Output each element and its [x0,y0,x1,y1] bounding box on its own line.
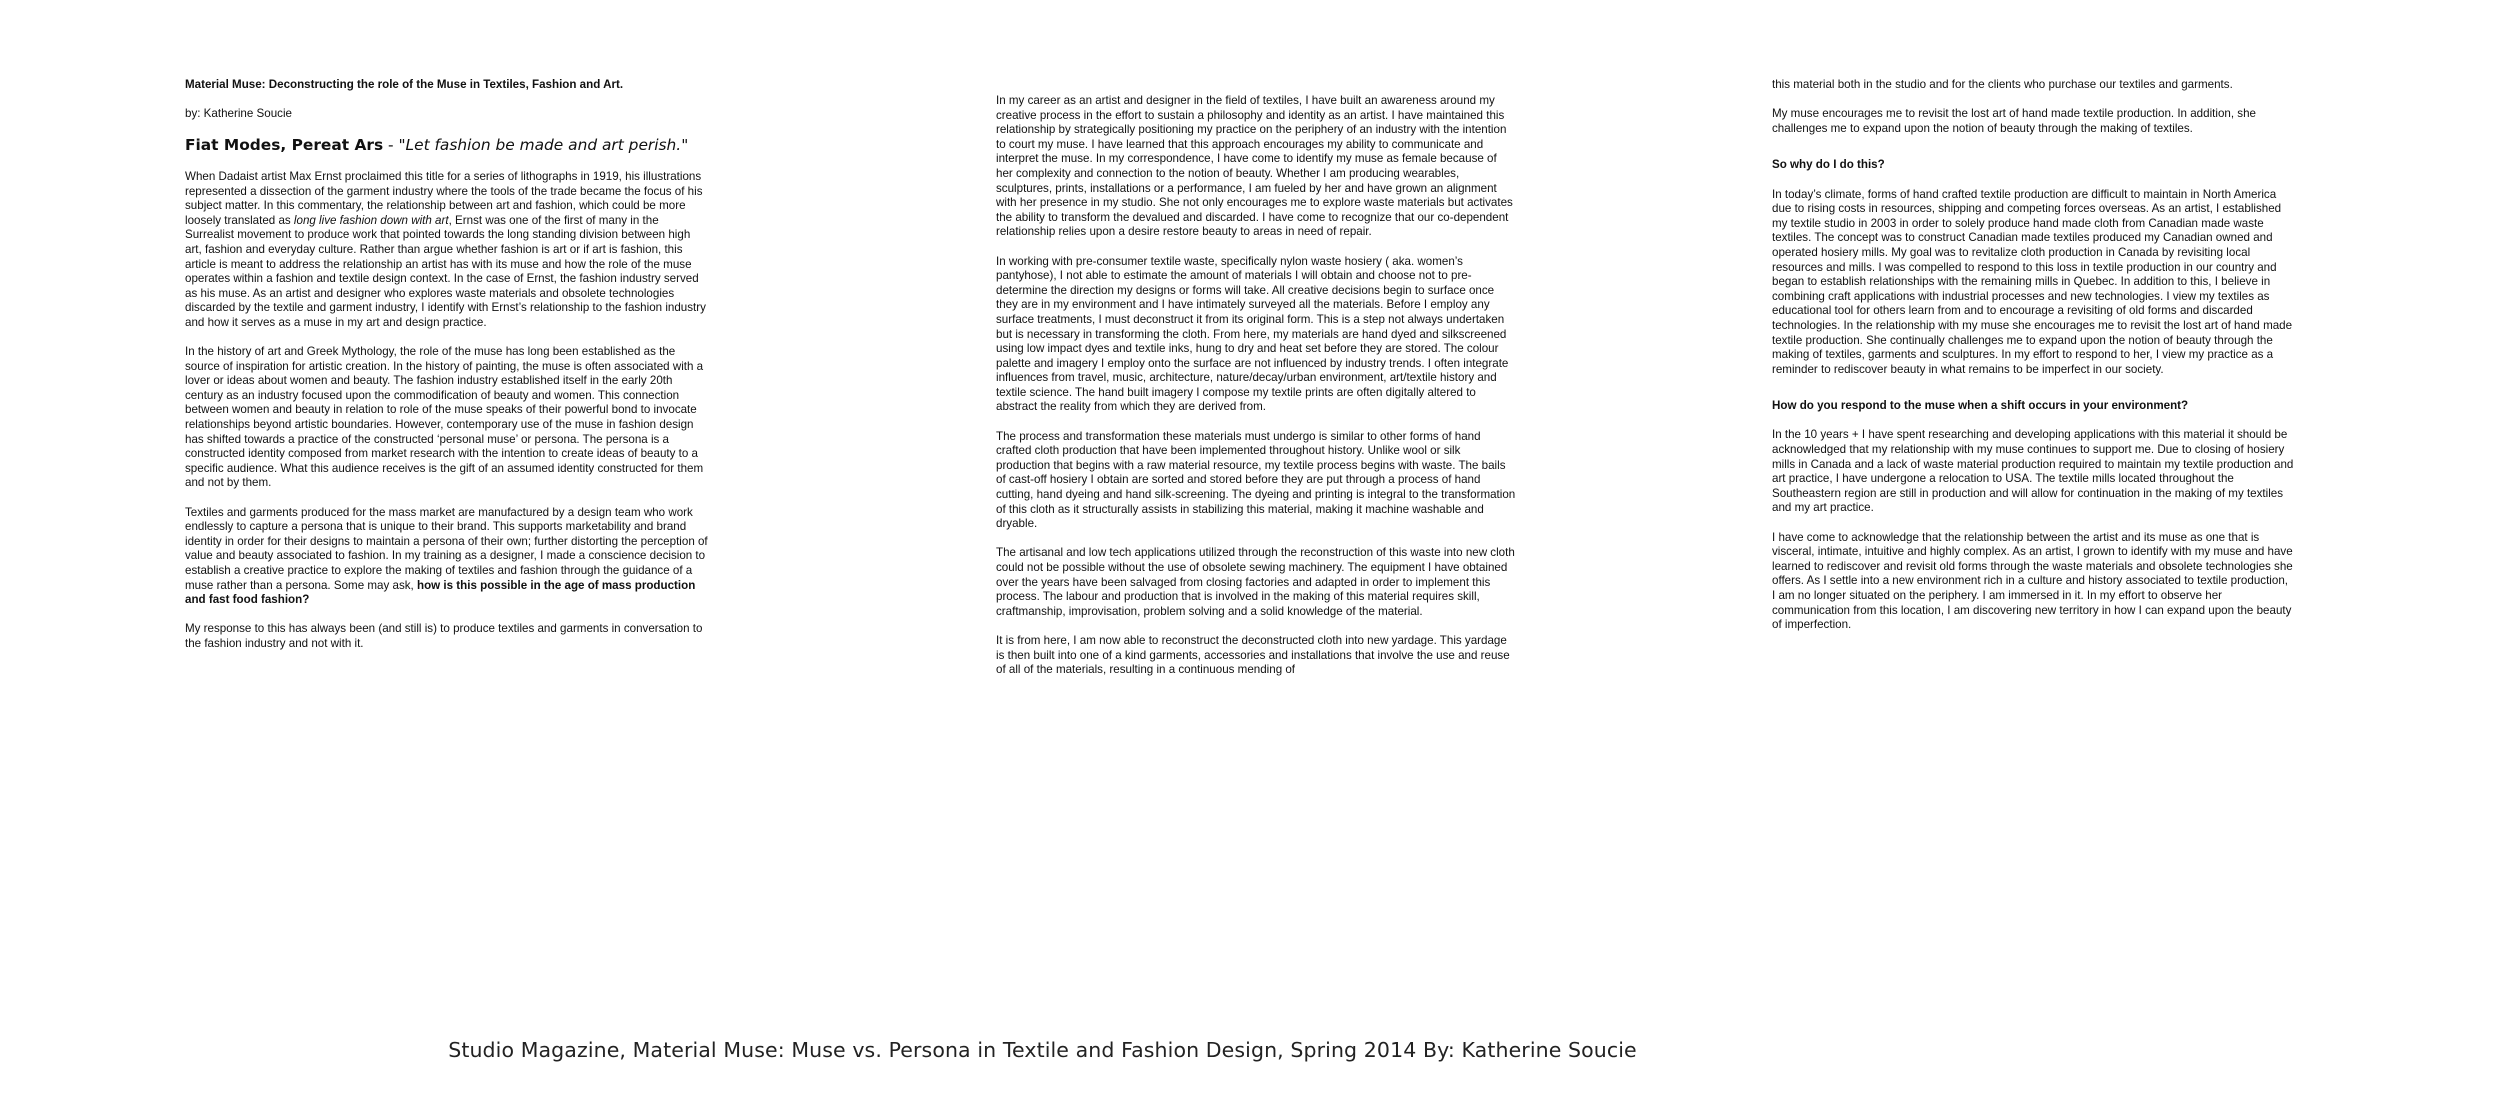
paragraph: In my career as an artist and designer in the field of textiles, I have built an awareness around my creative process in the effort to sustain a philosophy and identity as an artist. I have maintained this relationship by strategically positioning my practice on the periphery of an industry with the intention to court my muse. I have learned that this approach encourages my ability to communicate and interpret the muse. In my correspondence, I have come to identify my muse as female because of her complexity and connection to the notion of beauty. Whether I am producing wearables, sculptures, prints, installations or a performance, I am fueled by her and have grown an alignment with her presence in my studio. She not only encourages me to explore waste materials but activates the ability to transform the devalued and discarded. I have come to recognize that our co-dependent relationship relies upon a desire restore beauty to areas in need of repair. [996,94,1513,239]
question-heading: How do you respond to the muse when a shift occurs in your environment? [1772,399,2189,413]
article-title: Material Muse: Deconstructing the role of the Muse in Textiles, Fashion and Art. [185,78,624,91]
paragraph: I have come to acknowledge that the relationship between the artist and its muse as one that is visceral, intimate, intuitive and highly complex. As an artist, I grown to identify with my muse and have learned to rediscover and revisit old forms through the waste materials and obsolete technologies she offers. As I settle into a new environment rich in a culture and history associated to textile production, I am no longer situated on the periphery. I am immersed in it. In my effort to observe her communication from this location, I am discovering new territory in how I can expand upon the beauty of imperfection. [1772,530,2293,632]
paragraph: In today’s climate, forms of hand crafted textile production are difficult to maintain in North America due to rising costs in resources, shipping and competing forces overseas. As an artist, I established my textile studio in 2003 in order to solely produce hand made cloth from Canadian made waste textiles. The concept was to construct Canadian made textiles produced my Canadian owned and operated hosiery mills. My goal was to revitalize cloth production in Canada by revisiting local resources and mills. I was compelled to respond to this loss in textile production in our country and began to establish relationships with the remaining mills in Quebec. In addition to this, I believe in combining craft applications with industrial processes and new technologies. I view my textiles as educational tool for others learn from and to encourage a revisiting of old forms and discarded technologies. In the relationship with my muse she encourages me to revisit the lost art of hand made textile production. She continually challenges me to expand upon the notion of beauty through the making of textiles, garments and sculptures. In my effort to respond to her, I view my practice as a reminder to rediscover beauty in what remains to be imperfect in our society. [1772,187,2293,376]
paragraph: this material both in the studio and for the clients who purchase our textiles and garments. [1772,78,2233,91]
paragraph-bold: how is this possible in the age of mass production and fast food fashion? [185,578,696,607]
heading-separator: - [383,136,399,155]
column-3 [1772,78,2294,647]
paragraph [185,170,710,331]
paragraph: It is from here, I am now able to reconstruct the deconstructed cloth into new yardage. This yardage is then built into one of a kind garments, accessories and installations that involve the use and reuse of all of the materials, resulting in a continuous mending of [996,633,1510,677]
paragraph-text: Textiles and garments produced for the mass market are manufactured by a design team who work endlessly to capture a persona that is unique to their brand. This supports marketability and brand identity in order for their designs to maintain a persona of their own; further distorting the perception of value and beauty associated to fashion. In my training as a designer, I made a conscience decision to establish a creative practice to explore the making of textiles and fashion through the guidance of a muse rather than a persona. Some may ask, [185,505,708,592]
paragraph: The artisanal and low tech applications utilized through the reconstruction of this waste into new cloth could not be possible without the use of obsolete sewing machinery. The equipment I have obtained over the years have been salvaged from closing factories and adapted in order to implement this process. The labour and production that is involved in the making of this material requires skill, craftmanship, improvisation, problem solving and a solid knowledge of the material. [996,546,1515,618]
question-heading: So why do I do this? [1772,158,1885,172]
heading-bold: Fiat Modes, Pereat Ars [185,136,384,155]
section-heading [185,136,710,155]
paragraph: In the 10 years + I have spent researching and developing applications with this material it should be acknowledged that my relationship with my muse continues to support me. Due to closing of hosiery mills in Canada and a lack of waste material production required to maintain my textile production and art practice, I have undergone a relocation to USA. The textile mills located throughout the Southeastern region are still in production and will allow for continuation in the making of my textiles and my art practice. [1772,428,2294,515]
paragraph: In working with pre-consumer textile waste, specifically nylon waste hosiery ( aka. women’s pantyhose), I not able to estimate the amount of materials I will obtain and choose not to pre-determine the direction my designs or forms will take. All creative decisions begin to surface once they are in my environment and I have intimately surveyed all the materials. Before I employ any surface treatments, I must deconstruct it from its original form. This is a step not always undertaken but is necessary in transforming the cloth. From here, my materials are hand dyed and silkscreened using low impact dyes and textile inks, hung to dry and heat set before they are stored. The colour palette and imagery I employ onto the surface are not influenced by industry trends. I often integrate influences from travel, music, architecture, nature/decay/urban environment, art/textile history and textile science. The hand built imagery I compose my textile prints are often digitally altered to abstract the reality from which they are derived from. [996,254,1509,414]
heading-quote: "Let fashion be made and art perish." [398,136,689,155]
column-2 [996,94,1516,692]
author-byline: by: Katherine Soucie [185,107,292,121]
column-1 [185,78,710,666]
page-caption: Studio Magazine, Material Muse: Muse vs. Persona in Textile and Fashion Design, Spring 2014 By: Katherine Soucie [448,1038,1637,1062]
paragraph: The process and transformation these materials must undergo is similar to other forms of hand crafted cloth production that have been implemented throughout history. Unlike wool or silk production that begins with a raw material resource, my textile process begins with waste. The bails of cast-off hosiery I obtain are sorted and stored before they are put through a process of hand cutting, hand dyeing and hand silk-screening. The dyeing and printing is integral to the transformation of this cloth as it structurally assists in stabilizing this material, making it machine washable and dryable. [996,429,1516,531]
paragraph-text: When Dadaist artist Max Ernst proclaimed this title for a series of lithographs in 1919, his illustrations represented a dissection of the garment industry where the tools of the trade became the focus of his subject matter. In this commentary, the relationship between art and fashion, which could be more loosely translated as [185,169,703,227]
paragraph: My muse encourages me to revisit the lost art of hand made textile production. In addition, she challenges me to expand upon the notion of beauty through the making of textiles. [1772,107,2256,135]
paragraph-text: , Ernst was one of the first of many in the Surrealist movement to produce work that pointed towards the long standing division between high art, fashion and everyday culture. Rather than argue whether fashion is art or if art is fashion, this article is meant to address the relationship an artist has with its muse and how the role of the muse operates within a fashion and textile design context. In the case of Ernst, the fashion industry served as his muse. As an artist and designer who explores waste materials and obsolete technologies discarded by the textile and garment industry, I identify with Ernst’s relationship to the fashion industry and how it serves as a muse in my art and design practice. [185,213,706,329]
paragraph: In the history of art and Greek Mythology, the role of the muse has long been established as the source of inspiration for artistic creation. In the history of painting, the muse is often associated with a lover or ideas about women and beauty. The fashion industry established itself in the early 20th century as an industry focused upon the commodification of beauty and women. This connection between women and beauty in relation to role of the muse speaks of their powerful bond to invocate relationships beyond artistic boundaries. However, contemporary use of the muse in fashion design has shifted towards a practice of the constructed ‘personal muse’ or persona. The persona is a constructed identity composed from market research with the intention to create ideas of beauty to a specific audience. What this audience receives is the gift of an assumed identity constructed for them and not by them. [185,345,704,490]
paragraph-italic: long live fashion down with art [293,213,449,227]
paragraph: My response to this has always been (and still is) to produce textiles and garments in conversation to the fashion industry and not with it. [185,622,703,650]
paragraph [185,506,710,608]
